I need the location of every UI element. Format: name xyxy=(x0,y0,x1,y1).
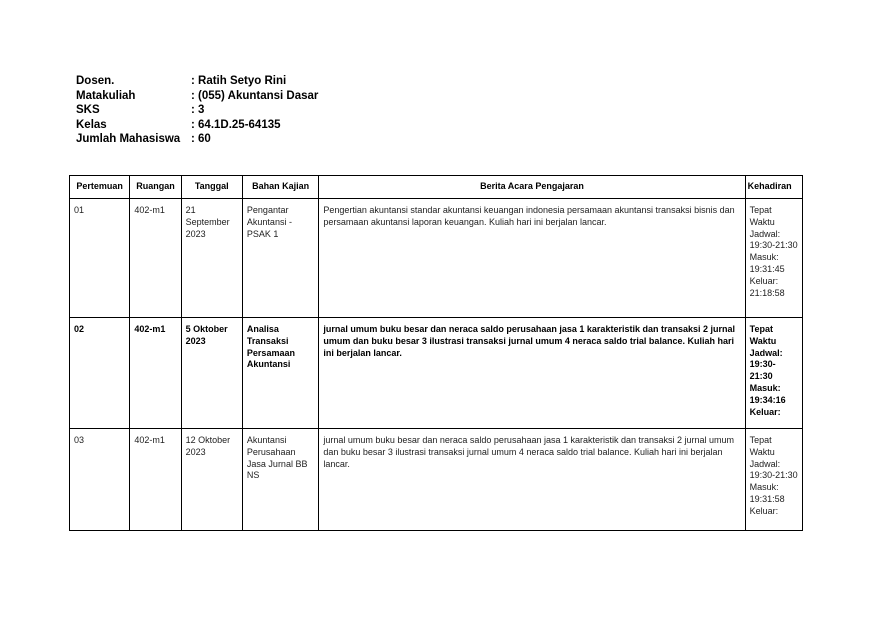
info-value: : 64.1D.25-64135 xyxy=(191,118,281,131)
cell-bahan-kajian: Analisa Transaksi Persamaan Akuntansi xyxy=(242,318,318,429)
info-row-matakuliah xyxy=(76,89,318,104)
cell-kehadiran: Tepat Waktu Jadwal: 19:30-21:30 Masuk: 19:31:45 Keluar: 21:18:58 xyxy=(745,199,802,318)
info-row-jumlah-mahasiswa xyxy=(76,132,318,147)
cell-ruangan: 402-m1 xyxy=(130,318,181,429)
cell-pertemuan: 03 xyxy=(70,429,130,531)
cell-bahan-kajian: Pengantar Akuntansi - PSAK 1 xyxy=(242,199,318,318)
info-value: : 60 xyxy=(191,133,211,145)
info-value: : Ratih Setyo Rini xyxy=(191,75,287,87)
info-label: Matakuliah xyxy=(76,89,136,102)
cell-ruangan: 402-m1 xyxy=(130,199,181,318)
info-label: Kelas xyxy=(76,118,107,131)
cell-tanggal: 5 Oktober 2023 xyxy=(181,318,242,429)
info-value: : (055) Akuntansi Dasar xyxy=(191,89,319,102)
cell-tanggal: 12 Oktober 2023 xyxy=(181,429,242,531)
cell-kehadiran: Tepat Waktu Jadwal: 19:30-21:30 Masuk: 19:31:58 Keluar: xyxy=(745,429,802,531)
info-label: Dosen. xyxy=(76,75,115,87)
cell-kehadiran: Tepat Waktu Jadwal: 19:30-21:30 Masuk: 19:34:16 Keluar: xyxy=(745,318,802,429)
cell-pertemuan: 01 xyxy=(70,199,130,318)
header-pertemuan: Pertemuan xyxy=(70,176,130,199)
course-info xyxy=(76,74,318,147)
cell-berita-acara: Pengertian akuntansi standar akuntansi keuangan indonesia persamaan akuntansi transaksi bisnis dan persamaan akuntansi laporan keuangan. Kuliah hari ini berjalan lancar. xyxy=(319,199,745,318)
cell-berita-acara: jurnal umum buku besar dan neraca saldo perusahaan jasa 1 karakteristik dan transaksi 2 jurnal umum dan buku besar 3 ilustrasi transaksi jurnal umum 4 neraca saldo trial balance. Kuliah hari ini berjalan lancar. xyxy=(319,318,745,429)
cell-tanggal: 21 September 2023 xyxy=(181,199,242,318)
teaching-log-table xyxy=(69,175,803,531)
table-row xyxy=(70,429,803,531)
cell-ruangan: 402-m1 xyxy=(130,429,181,531)
info-value: : 3 xyxy=(191,104,205,116)
header-ruangan: Ruangan xyxy=(130,176,181,199)
table-header-row xyxy=(70,176,803,199)
header-bahan-kajian: Bahan Kajian xyxy=(242,176,318,199)
info-label: Jumlah Mahasiswa xyxy=(76,133,181,145)
header-berita-acara: Berita Acara Pengajaran xyxy=(319,176,745,199)
info-row-dosen xyxy=(76,74,318,89)
cell-pertemuan: 02 xyxy=(70,318,130,429)
cell-bahan-kajian: Akuntansi Perusahaan Jasa Jurnal BB NS xyxy=(242,429,318,531)
info-row-kelas xyxy=(76,118,318,133)
table-row xyxy=(70,199,803,318)
header-kehadiran: Kehadiran xyxy=(745,176,802,199)
info-label: SKS xyxy=(76,104,100,116)
cell-berita-acara: jurnal umum buku besar dan neraca saldo perusahaan jasa 1 karakteristik dan transaksi 2 jurnal umum dan buku besar 3 ilustrasi transaksi jurnal umum 4 neraca saldo trial balance. Kuliah hari ini berjalan lancar. xyxy=(319,429,745,531)
table-row xyxy=(70,318,803,429)
info-row-sks xyxy=(76,103,318,118)
header-tanggal: Tanggal xyxy=(181,176,242,199)
